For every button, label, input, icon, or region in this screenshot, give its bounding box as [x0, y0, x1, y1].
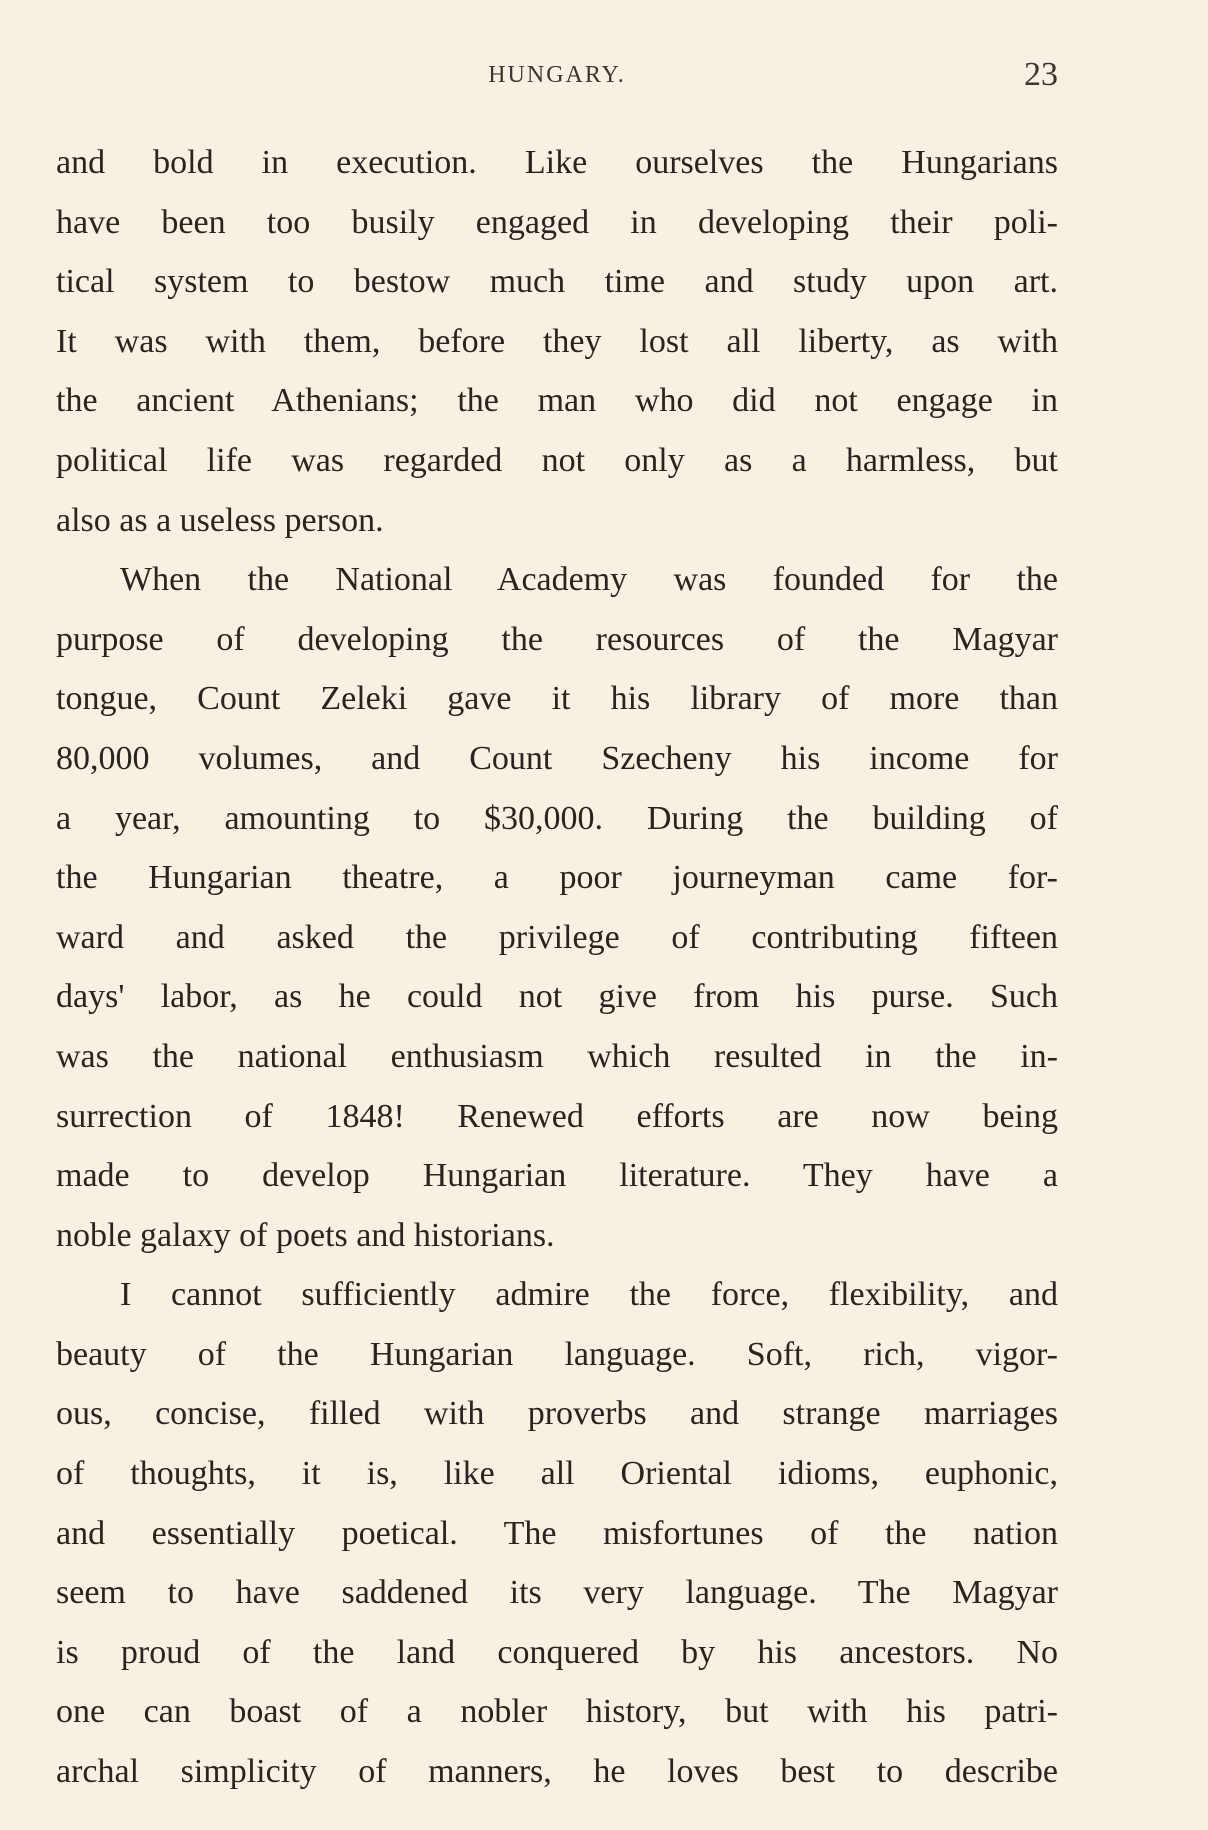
text-line: ous, concise, filled with proverbs and strange marriages — [56, 1395, 1058, 1433]
text-line: 80,000 volumes, and Count Szecheny his income for — [56, 739, 1058, 777]
body-text — [56, 133, 1058, 1802]
text-line: and essentially poetical. The misfortunes of the nation — [56, 1514, 1058, 1552]
text-line: of thoughts, it is, like all Oriental idioms, euphonic, — [56, 1455, 1058, 1493]
text-line: have been too busily engaged in developing their poli- — [56, 203, 1058, 241]
text-line: one can boast of a nobler history, but with his patri- — [56, 1693, 1058, 1731]
running-head — [56, 56, 1058, 96]
text-line: days' labor, as he could not give from his purse. Such — [56, 978, 1058, 1016]
page-number: 23 — [1024, 56, 1058, 93]
text-line: seem to have saddened its very language. The Magyar — [56, 1574, 1058, 1612]
text-line: is proud of the land conquered by his ancestors. No — [56, 1633, 1058, 1671]
text-line: When the National Academy was founded for the — [120, 561, 1058, 599]
text-line: noble galaxy of poets and historians. — [56, 1216, 555, 1254]
text-line: the Hungarian theatre, a poor journeyman came for- — [56, 859, 1058, 897]
text-line: a year, amounting to $30,000. During the building of — [56, 799, 1058, 837]
text-line: also as a useless person. — [56, 501, 384, 539]
text-line: beauty of the Hungarian language. Soft, rich, vigor- — [56, 1335, 1058, 1373]
text-line: I cannot sufficiently admire the force, flexibility, and — [120, 1276, 1058, 1314]
text-line: political life was regarded not only as a harmless, but — [56, 441, 1058, 479]
text-line: ward and asked the privilege of contributing fifteen — [56, 918, 1058, 956]
text-line: tical system to bestow much time and study upon art. — [56, 263, 1058, 301]
text-line: the ancient Athenians; the man who did not engage in — [56, 382, 1058, 420]
text-line: archal simplicity of manners, he loves best to describe — [56, 1753, 1058, 1791]
text-line: made to develop Hungarian literature. They have a — [56, 1157, 1058, 1195]
running-title: HUNGARY. — [488, 62, 626, 88]
text-line: purpose of developing the resources of the Magyar — [56, 620, 1058, 658]
text-line: and bold in execution. Like ourselves the Hungarians — [56, 144, 1058, 181]
text-line: was the national enthusiasm which resulted in the in- — [56, 1037, 1058, 1075]
text-line: It was with them, before they lost all liberty, as with — [56, 322, 1058, 360]
text-line: tongue, Count Zeleki gave it his library of more than — [56, 680, 1058, 718]
text-line: surrection of 1848! Renewed efforts are now being — [56, 1097, 1058, 1135]
